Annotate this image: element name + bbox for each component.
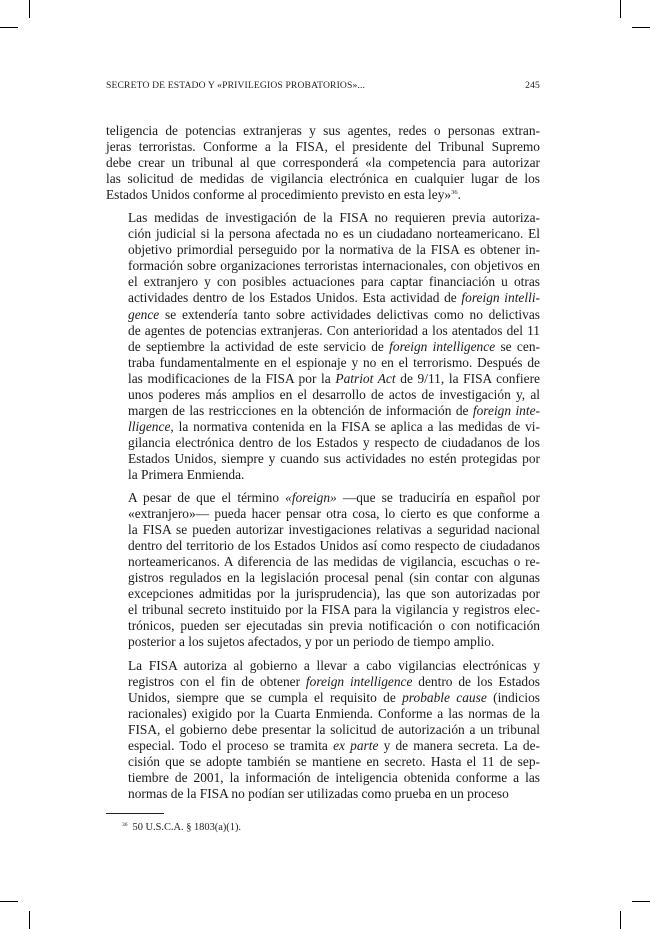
text-line: unos poderes más amplios en el desarrollo de actos de investigación y, al bbox=[128, 386, 540, 402]
text-line: Las medidas de investigación de la FISA no requieren previa autoriza- bbox=[128, 210, 540, 226]
text-line: traba fundamentalmente en el espionaje y no en el terrorismo. Después de bbox=[128, 354, 540, 370]
text-line: actividades dentro de los Estados Unidos. Esta actividad de foreign intelli- bbox=[128, 290, 541, 306]
paragraph bbox=[106, 210, 540, 483]
text-line: posterior a los sujetos afectados, y por un periodo de tiempo amplio. bbox=[128, 634, 495, 650]
running-title: SECRETO DE ESTADO Y «PRIVILEGIOS PROBATORIOS»... bbox=[106, 80, 366, 91]
text-line: margen de las restricciones en la obtención de información de foreign inte- bbox=[128, 402, 540, 418]
text-line: cisión que se adopte también se mantiene en secreto. Hasta el 11 de sep- bbox=[128, 753, 540, 769]
paragraph bbox=[106, 123, 540, 203]
text-line: dentro del territorio de los Estados Unidos así como respecto de ciudadanos bbox=[128, 538, 540, 554]
text-line: la Primera Enmienda. bbox=[128, 466, 245, 482]
text-line: gistros regulados en la legislación procesal penal (sin contar con algunas bbox=[128, 570, 540, 586]
text-line: trónicos, pueden ser ejecutadas sin previa notificación o con notificación bbox=[128, 618, 540, 634]
footnote-ref: 36 bbox=[451, 189, 458, 197]
text-line: debe crear un tribunal al que corresponderá «la competencia para autorizar bbox=[106, 155, 540, 171]
footnote-rule bbox=[106, 813, 164, 814]
text-line: La FISA autoriza al gobierno a llevar a cabo vigilancias electrónicas y bbox=[128, 657, 540, 673]
text-line: objetivo primordial perseguido por la normativa de la FISA es obtener in- bbox=[128, 242, 540, 258]
text-line: Unidos, siempre que se cumpla el requisito de probable cause (indicios bbox=[128, 689, 540, 705]
text-line: la FISA se pueden autorizar investigaciones relativas a seguridad nacional bbox=[128, 522, 540, 538]
paragraph bbox=[106, 658, 540, 802]
text-line: jeras terroristas. Conforme a la FISA, el presidente del Tribunal Supremo bbox=[106, 139, 540, 155]
text-line: Estados Unidos conforme al procedimiento previsto en esta ley»$^{36}$. bbox=[106, 187, 461, 203]
text-line: de septiembre la actividad de este servicio de foreign intelligence se cen- bbox=[128, 338, 540, 354]
text-line: de agentes de potencias extranjeras. Con anterioridad a los atentados del 11 bbox=[128, 322, 540, 338]
text-line: racionales) exigido por la Cuarta Enmienda. Conforme a las normas de la bbox=[128, 705, 540, 721]
text-line: A pesar de que el término «foreign» —que se traduciría en español por bbox=[128, 490, 540, 506]
text-line: formación sobre organizaciones terroristas internacionales, con objetivos en bbox=[128, 258, 540, 274]
paragraph bbox=[106, 490, 540, 650]
text-line: excepciones admitidas por la jurisprudencia), las que son autorizadas por bbox=[128, 586, 540, 602]
text-line: ción judicial si la persona afectada no es un ciudadano norteamericano. El bbox=[128, 226, 540, 242]
text-line: Estados Unidos, siempre y cuando sus actividades no estén protegidas por bbox=[128, 450, 540, 466]
text-line: el extranjero y con posibles actuaciones para captar financiación u otras bbox=[128, 274, 540, 290]
text-line: el tribunal secreto instituido por la FISA para la vigilancia y registros elec- bbox=[128, 602, 540, 618]
text-line: registros con el fin de obtener foreign intelligence dentro de los Estados bbox=[128, 673, 540, 689]
text-line: tiembre de 2001, la información de inteligencia obtenida conforme a las bbox=[128, 769, 540, 785]
footnote bbox=[106, 821, 540, 834]
page-number: 245 bbox=[525, 80, 540, 91]
text-line: norteamericanos. A diferencia de las medidas de vigilancia, escuchas o re- bbox=[128, 554, 540, 570]
text-line: gilancia electrónica dentro de los Estados y respecto de ciudadanos de los bbox=[128, 434, 540, 450]
text-line: gence se extendería tanto sobre actividades delictivas como no delictivas bbox=[128, 306, 540, 322]
running-head bbox=[106, 80, 540, 92]
text-line: FISA, el gobierno debe presentar la solicitud de autorización a un tribunal bbox=[128, 721, 540, 737]
footnote-number: 36 bbox=[122, 821, 128, 828]
page bbox=[106, 80, 540, 834]
text-line: las solicitud de medidas de vigilancia electrónica en cualquier lugar de los bbox=[106, 171, 540, 187]
text-line: especial. Todo el proceso se tramita ex parte y de manera secreta. La de- bbox=[128, 737, 540, 753]
text-line: teligencia de potencias extranjeras y sus agentes, redes o personas extran- bbox=[106, 123, 540, 138]
footnote-text: 50 U.S.C.A. § 1803(a)(1). bbox=[132, 821, 242, 833]
body-text bbox=[106, 123, 540, 802]
text-line: las modificaciones de la FISA por la Patriot Act de 9/11, la FISA confiere bbox=[128, 370, 540, 386]
text-line: «extranjero»— pueda hacer pensar otra cosa, lo cierto es que conforme a bbox=[128, 506, 540, 522]
text-line: normas de la FISA no podían ser utilizadas como prueba en un proceso bbox=[128, 785, 509, 801]
text-line: lligence, la normativa contenida en la FISA se aplica a las medidas de vi- bbox=[128, 418, 540, 434]
